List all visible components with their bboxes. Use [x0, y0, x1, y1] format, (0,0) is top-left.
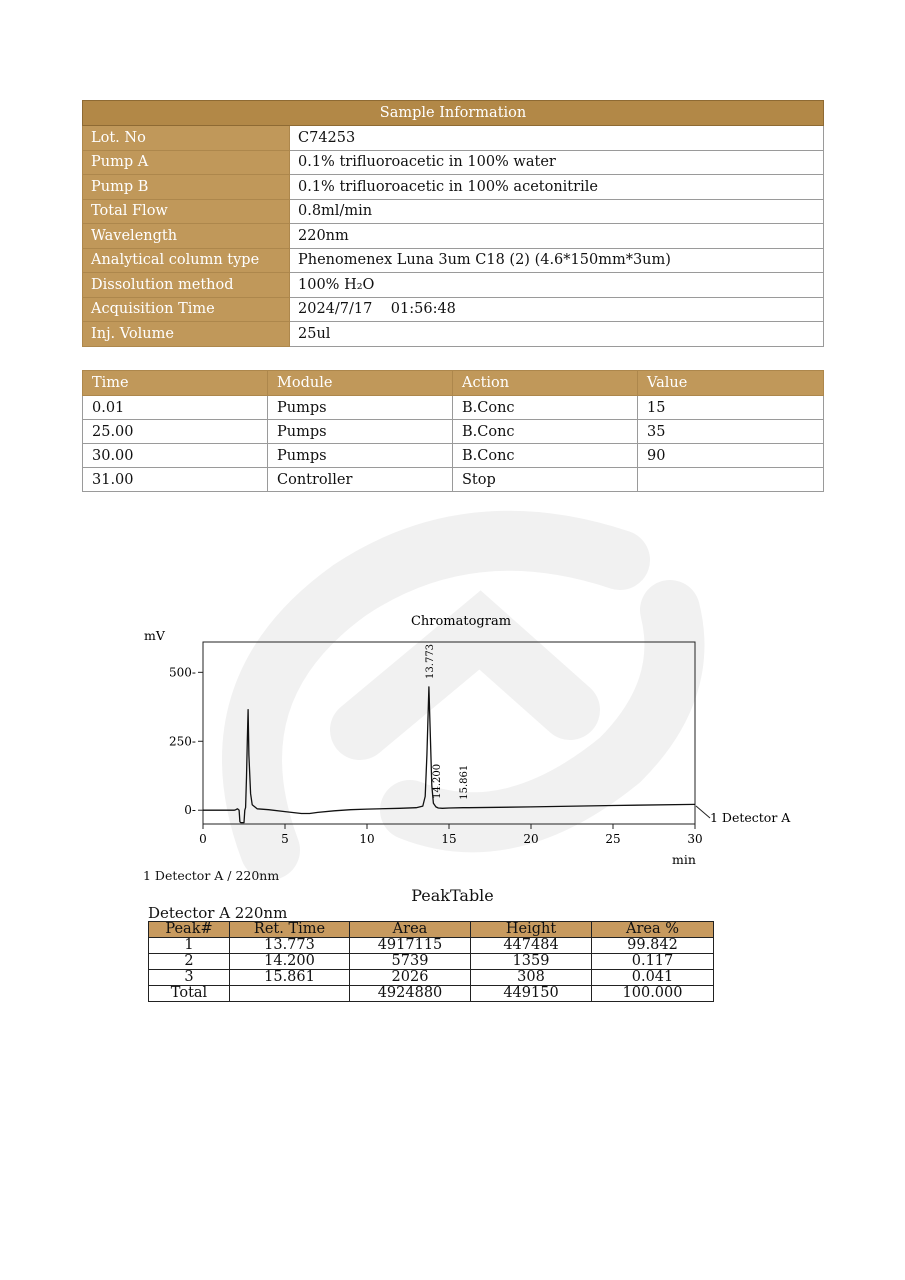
gradient-cell: Stop	[453, 468, 638, 492]
gradient-cell: Pumps	[268, 420, 453, 444]
table-row	[149, 954, 714, 970]
gradient-table	[82, 370, 824, 492]
info-value: 0.1% trifluoroacetic in 100% acetonitrile	[290, 175, 824, 200]
peak-cell: 4924880	[350, 986, 471, 1002]
y-tick-label: 250-	[169, 734, 196, 749]
y-tick-label: 500-	[169, 665, 196, 680]
table-row-total	[149, 986, 714, 1002]
peak-table	[148, 921, 714, 1002]
table-row	[83, 396, 824, 420]
gradient-cell: 31.00	[83, 468, 268, 492]
peak-cell: 1359	[471, 954, 592, 970]
peak-table-detector: Detector A 220nm	[148, 904, 288, 922]
gradient-cell: B.Conc	[453, 396, 638, 420]
sample-info-title: Sample Information	[83, 101, 824, 126]
info-row	[83, 273, 824, 298]
peak-cell: 4917115	[350, 938, 471, 954]
info-row	[83, 199, 824, 224]
peak-cell: 2	[149, 954, 230, 970]
gradient-header: Time	[83, 371, 268, 396]
info-row	[83, 175, 824, 200]
legend-leader	[696, 806, 710, 818]
x-tick-label: 10	[359, 832, 375, 846]
chart-title: Chromatogram	[410, 614, 512, 629]
sample-info-table	[82, 100, 824, 347]
table-row	[83, 420, 824, 444]
peak-cell: 3	[149, 970, 230, 986]
info-row	[83, 150, 824, 175]
gradient-cell: 30.00	[83, 444, 268, 468]
peak-cell: 13.773	[230, 938, 350, 954]
gradient-header: Action	[453, 371, 638, 396]
gradient-cell: 25.00	[83, 420, 268, 444]
info-value: 25ul	[290, 322, 824, 347]
gradient-cell: 0.01	[83, 396, 268, 420]
plot-frame	[203, 642, 695, 824]
info-label: Total Flow	[83, 199, 290, 224]
table-row	[83, 444, 824, 468]
info-value: 0.8ml/min	[290, 199, 824, 224]
info-value: 100% H₂O	[290, 273, 824, 298]
peak-cell: 1	[149, 938, 230, 954]
peak-header: Area %	[592, 922, 714, 938]
legend-label: 1 Detector A	[710, 810, 791, 825]
peak-cell: 15.861	[230, 970, 350, 986]
peak-cell: 0.117	[592, 954, 714, 970]
legend	[696, 806, 791, 825]
peak-label: 14.200	[431, 763, 443, 799]
y-tick-label: 0-	[184, 803, 196, 818]
chromatogram-chart	[0, 600, 905, 890]
peak-cell	[230, 986, 350, 1002]
peak-cell: 0.041	[592, 970, 714, 986]
peak-cell: 308	[471, 970, 592, 986]
info-label: Acquisition Time	[83, 297, 290, 322]
info-row	[83, 322, 824, 347]
peak-label: 13.773	[424, 643, 436, 679]
x-tick-label: 25	[605, 832, 621, 846]
info-value: C74253	[290, 126, 824, 151]
x-tick-label: 15	[441, 832, 457, 846]
gradient-cell: 35	[638, 420, 824, 444]
info-row	[83, 126, 824, 151]
series-group	[203, 687, 695, 823]
info-value: 2024/7/17 01:56:48	[290, 297, 824, 322]
peak-cell: 2026	[350, 970, 471, 986]
peak-header: Peak#	[149, 922, 230, 938]
info-label: Analytical column type	[83, 248, 290, 273]
info-value: Phenomenex Luna 3um C18 (2) (4.6*150mm*3um)	[290, 248, 824, 273]
peak-cell: 449150	[471, 986, 592, 1002]
gradient-cell: Pumps	[268, 396, 453, 420]
peak-cell: 447484	[471, 938, 592, 954]
info-value: 220nm	[290, 224, 824, 249]
gradient-cell: 90	[638, 444, 824, 468]
info-label: Pump B	[83, 175, 290, 200]
series-line	[203, 687, 695, 823]
peak-labels	[425, 644, 470, 800]
peak-header: Area	[350, 922, 471, 938]
info-label: Dissolution method	[83, 273, 290, 298]
table-row	[149, 938, 714, 954]
peak-label: 15.861	[459, 764, 471, 800]
gradient-cell: 15	[638, 396, 824, 420]
peak-cell: 99.842	[592, 938, 714, 954]
gradient-header: Value	[638, 371, 824, 396]
info-label: Lot. No	[83, 126, 290, 151]
peak-header: Height	[471, 922, 592, 938]
peak-cell: 14.200	[230, 954, 350, 970]
table-row	[149, 970, 714, 986]
gradient-cell: Pumps	[268, 444, 453, 468]
y-axis-label: mV	[144, 628, 165, 643]
x-axis-label: min	[672, 852, 696, 867]
gradient-cell	[638, 468, 824, 492]
gradient-cell: Controller	[268, 468, 453, 492]
detector-note: 1 Detector A / 220nm	[143, 868, 280, 883]
peak-cell: 5739	[350, 954, 471, 970]
peak-table-title: PeakTable	[411, 886, 494, 905]
info-row	[83, 248, 824, 273]
gradient-cell: B.Conc	[453, 420, 638, 444]
table-row	[83, 468, 824, 492]
x-tick-label: 0	[199, 832, 207, 846]
x-tick-label: 20	[523, 832, 539, 846]
info-row	[83, 224, 824, 249]
x-tick-label: 30	[687, 832, 703, 846]
info-label: Wavelength	[83, 224, 290, 249]
peak-header: Ret. Time	[230, 922, 350, 938]
x-tick-label: 5	[281, 832, 289, 846]
info-label: Inj. Volume	[83, 322, 290, 347]
peak-cell: 100.000	[592, 986, 714, 1002]
info-label: Pump A	[83, 150, 290, 175]
info-row	[83, 297, 824, 322]
gradient-cell: B.Conc	[453, 444, 638, 468]
info-value: 0.1% trifluoroacetic in 100% water	[290, 150, 824, 175]
gradient-header: Module	[268, 371, 453, 396]
peak-cell: Total	[149, 986, 230, 1002]
